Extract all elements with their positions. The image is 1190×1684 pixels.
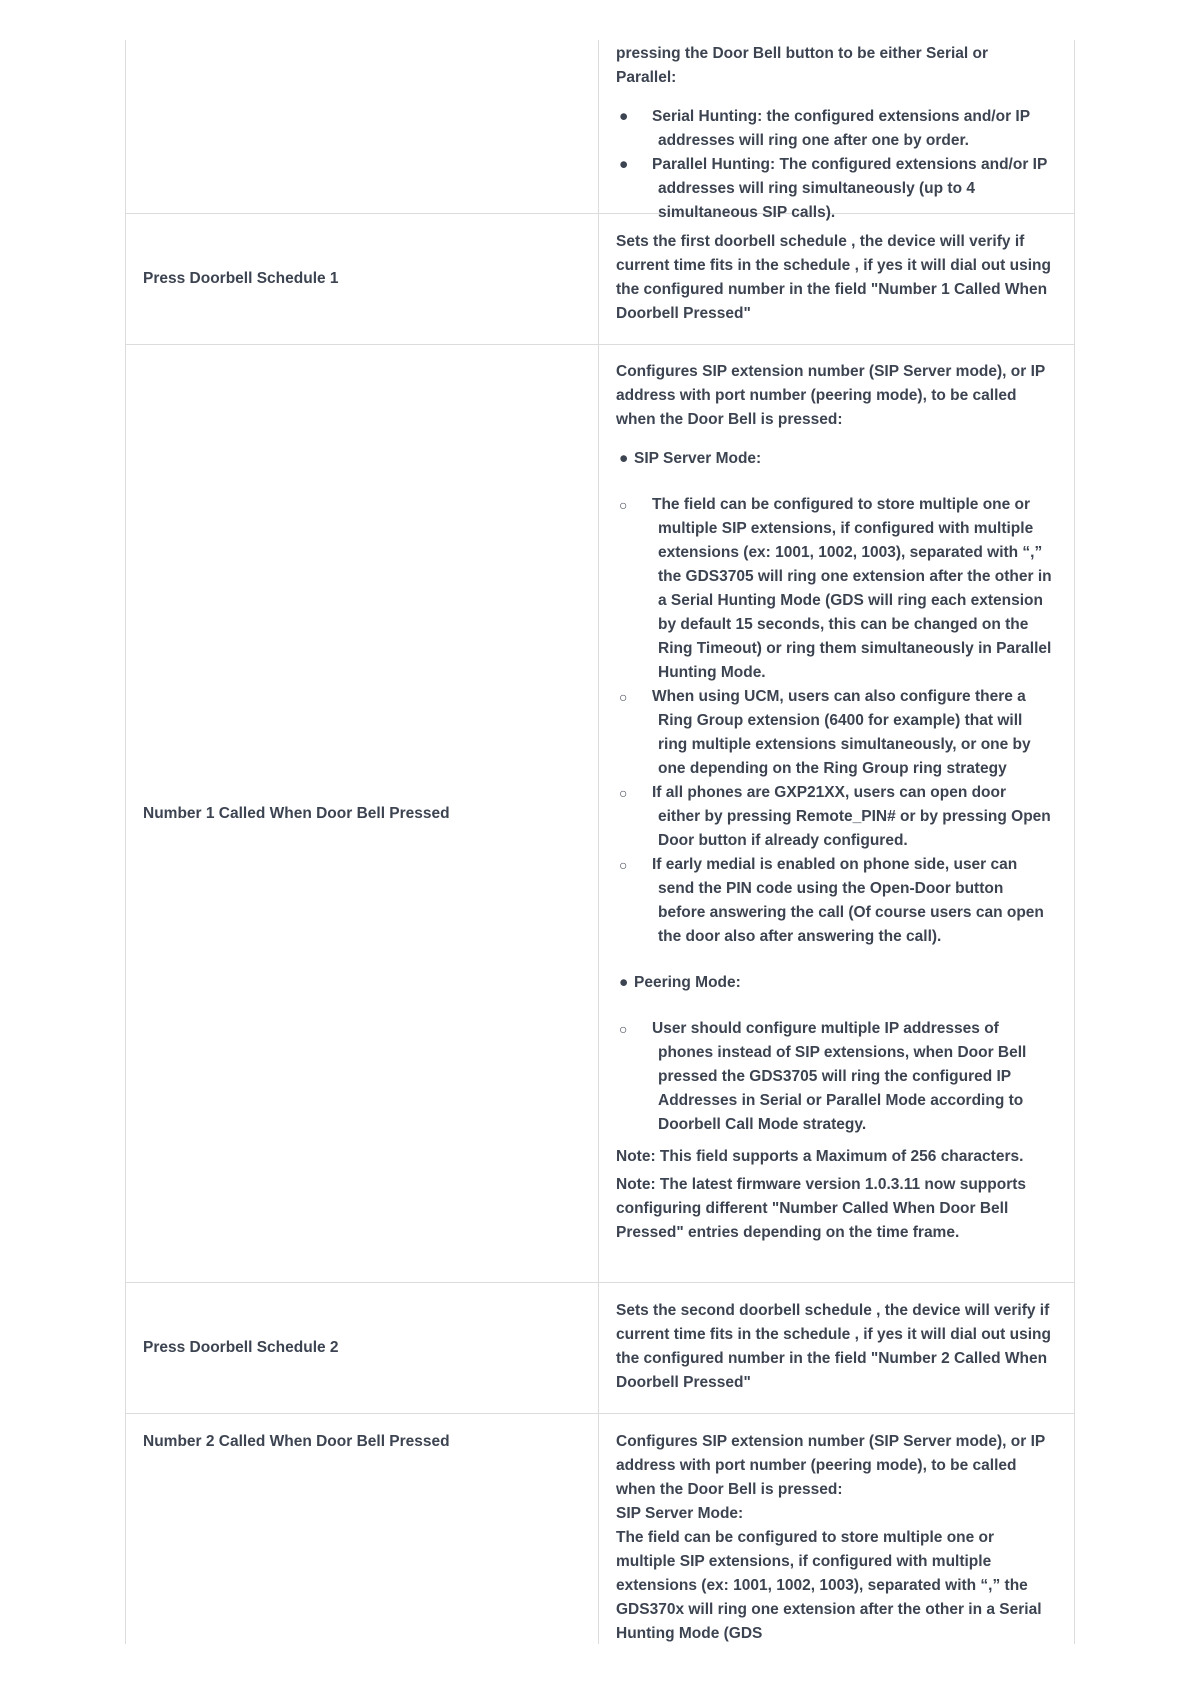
list-item: ● Parallel Hunting: The configured extensions and/or IP addresses will ring simultaneously (up to 4 simultaneous SIP calls).: [616, 153, 1052, 225]
description-text: pressing the Door Bell button to be either Serial or Parallel:: [616, 45, 989, 86]
table-row: [126, 345, 1074, 1283]
list-item: ● Serial Hunting: the configured extensions and/or IP addresses will ring one after one by order.: [616, 105, 1052, 153]
sub-bullet-list: [616, 1017, 1052, 1137]
row-description: [599, 1414, 1074, 1644]
description-text: Sets the second doorbell schedule , the device will verify if current time fits in the schedule , if yes it will dial out using the configured number in the field "Number 2 Called When Doorbell Pressed": [616, 1302, 1051, 1391]
mode-heading: SIP Server Mode:: [616, 1505, 744, 1522]
list-item: ○ If early medial is enabled on phone side, user can send the PIN code using the Open-Door button before answering the call (Of course users can open the door also after answering the call).: [616, 853, 1052, 949]
list-item: ● SIP Server Mode:: [616, 447, 1052, 471]
table-row: [126, 40, 1074, 221]
list-item: ● Peering Mode:: [616, 971, 1052, 995]
description-text: The field can be configured to store multiple one or multiple SIP extensions, if configured with multiple extensions (ex: 1001, 1002, 1003), separated with “,” the GDS370x will ring one extension after the other in a Serial Hunting Mode (GDS: [616, 1529, 1042, 1642]
bullet-icon: ●: [619, 108, 629, 125]
bullet-icon: ●: [619, 450, 629, 467]
bullet-list: [616, 105, 1052, 225]
list-item: ○ When using UCM, users can also configure there a Ring Group extension (6400 for example) that will ring multiple extensions simultaneously, or one by one depending on the Ring Group ring strategy: [616, 685, 1052, 781]
circle-bullet-icon: ○: [619, 497, 628, 513]
table-row: [126, 214, 1074, 345]
list-item: ○ User should configure multiple IP addresses of phones instead of SIP extensions, when Door Bell pressed the GDS3705 will ring the configured IP Addresses in Serial or Parallel Mode according to Doorbell Call Mode strategy.: [616, 1017, 1052, 1137]
list-item: ○ The field can be configured to store multiple one or multiple SIP extensions, if configured with multiple extensions (ex: 1001, 1002, 1003), separated with “,” the GDS3705 will ring one extension after the other in a Serial Hunting Mode (GDS will ring each extension by default 15 seconds, this can be changed on the Ring Timeout) or ring them simultaneously in Parallel Hunting Mode.: [616, 493, 1052, 685]
bullet-list: [616, 447, 1052, 471]
row-label: Number 2 Called When Door Bell Pressed: [126, 1414, 599, 1644]
row-description: [599, 214, 1074, 344]
circle-bullet-icon: ○: [619, 1021, 628, 1037]
bullet-icon: ●: [619, 156, 629, 173]
row-description: [599, 40, 1074, 221]
note-text: Note: The latest firmware version 1.0.3.11 now supports configuring different "Number Called When Door Bell Pressed" entries depending on the time frame.: [616, 1176, 1027, 1241]
parameter-table: [125, 40, 1075, 1644]
description-text: Sets the first doorbell schedule , the device will verify if current time fits in the schedule , if yes it will dial out using the configured number in the field "Number 1 Called When Doorbell Pressed": [616, 233, 1051, 322]
row-description: [599, 1283, 1074, 1413]
circle-bullet-icon: ○: [619, 689, 628, 705]
row-label: Press Doorbell Schedule 2: [126, 1283, 599, 1413]
sub-bullet-list: [616, 493, 1052, 949]
table-row: [126, 1414, 1074, 1644]
note-text: Note: This field supports a Maximum of 256 characters.: [616, 1148, 1024, 1165]
row-label: Number 1 Called When Door Bell Pressed: [126, 345, 599, 1282]
description-text: Configures SIP extension number (SIP Server mode), or IP address with port number (peering mode), to be called when the Door Bell is pressed:: [616, 363, 1045, 428]
list-item: ○ If all phones are GXP21XX, users can open door either by pressing Remote_PIN# or by pressing Open Door button if already configured.: [616, 781, 1052, 853]
row-label: Press Doorbell Schedule 1: [126, 214, 599, 344]
description-text: Configures SIP extension number (SIP Server mode), or IP address with port number (peering mode), to be called when the Door Bell is pressed:: [616, 1433, 1045, 1498]
row-description: [599, 345, 1074, 1282]
bullet-list: [616, 971, 1052, 995]
bullet-icon: ●: [619, 974, 629, 991]
circle-bullet-icon: ○: [619, 857, 628, 873]
table-row: [126, 1283, 1074, 1414]
circle-bullet-icon: ○: [619, 785, 628, 801]
row-label: [126, 40, 599, 213]
